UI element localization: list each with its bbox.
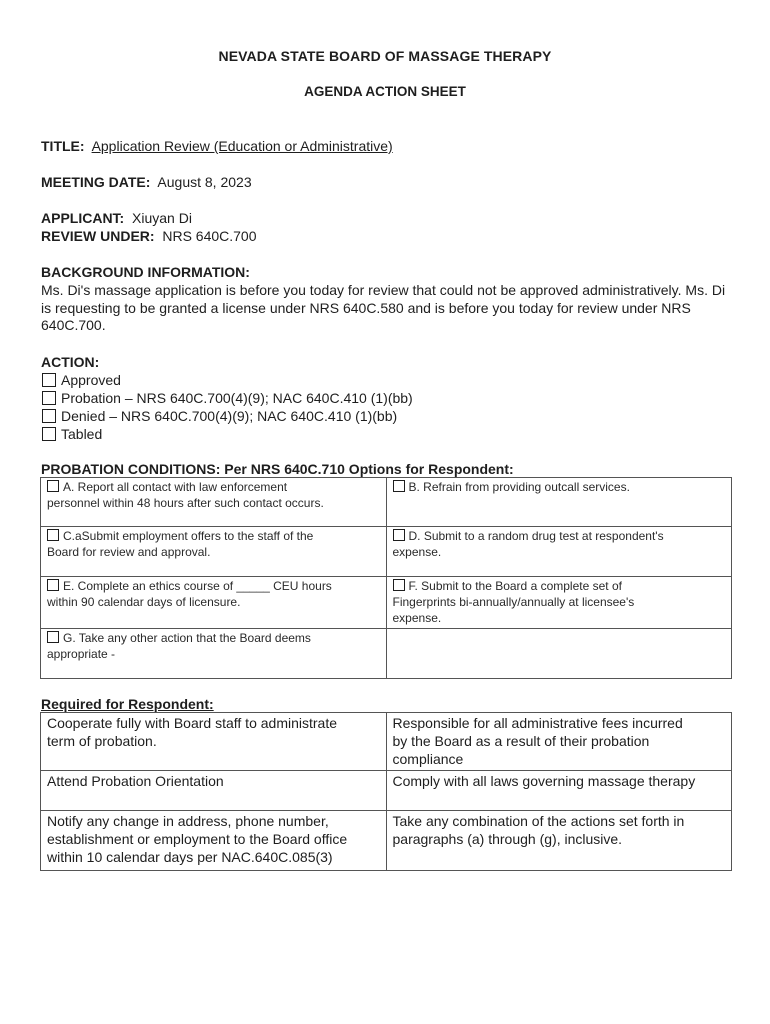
required-cell [41, 811, 387, 871]
checkbox-probation[interactable] [42, 391, 56, 405]
required-line: compliance [392, 751, 464, 767]
table-row [41, 577, 732, 629]
required-line: Attend Probation Orientation [47, 773, 224, 789]
required-line: establishment or employment to the Board office [47, 831, 348, 847]
checkbox-condition-d[interactable] [393, 529, 405, 541]
action-option-tabled[interactable] [42, 426, 102, 442]
table-row [41, 527, 732, 577]
checkbox-condition-f[interactable] [393, 579, 405, 591]
condition-d-line: expense. [392, 545, 442, 559]
condition-g-cell[interactable] [41, 629, 387, 679]
required-line: by the Board as a result of their probation [392, 733, 650, 749]
required-line: term of probation. [47, 733, 157, 749]
checkbox-condition-c[interactable] [47, 529, 59, 541]
required-line: Notify any change in address, phone number, [47, 813, 329, 829]
condition-f-line: expense. [392, 611, 442, 625]
condition-c-line: Board for review and approval. [47, 545, 211, 559]
empty-cell [386, 629, 732, 679]
applicant-row [41, 210, 192, 226]
applicant-value: Xiuyan Di [132, 210, 192, 226]
checkbox-condition-a[interactable] [47, 480, 59, 492]
checkbox-denied[interactable] [42, 409, 56, 423]
applicant-label: APPLICANT: [41, 210, 125, 226]
background-heading: BACKGROUND INFORMATION: [41, 264, 250, 280]
condition-c-line: C.aSubmit employment offers to the staff of the [63, 529, 314, 543]
meeting-date-label: MEETING DATE: [41, 174, 151, 190]
checkbox-condition-g[interactable] [47, 631, 59, 643]
checkbox-tabled[interactable] [42, 427, 56, 441]
condition-c-cell[interactable] [41, 527, 387, 577]
required-line: Comply with all laws governing massage therapy [392, 773, 696, 789]
required-cell [386, 713, 732, 771]
action-option-label: Probation – NRS 640C.700(4)(9); NAC 640C.410 (1)(bb) [61, 390, 413, 406]
probation-heading: PROBATION CONDITIONS: Per NRS 640C.710 Options for Respondent: [41, 461, 514, 477]
condition-f-line: Fingerprints bi-annually/annually at licensee's [392, 595, 635, 609]
meeting-date-value: August 8, 2023 [157, 174, 252, 190]
table-row [41, 478, 732, 527]
checkbox-condition-b[interactable] [393, 480, 405, 492]
condition-b-cell[interactable] [386, 478, 732, 527]
required-line: Cooperate fully with Board staff to administrate [47, 715, 338, 731]
condition-d-line: D. Submit to a random drug test at respondent's [408, 529, 664, 543]
title-value: Application Review (Education or Administrative) [91, 138, 393, 154]
condition-d-cell[interactable] [386, 527, 732, 577]
meeting-date-row [41, 174, 252, 190]
condition-b-line: B. Refrain from providing outcall services. [408, 480, 630, 494]
sheet-title: AGENDA ACTION SHEET [304, 84, 466, 99]
action-option-label: Denied – NRS 640C.700(4)(9); NAC 640C.410 (1)(bb) [61, 408, 398, 424]
required-for-respondent-table [40, 712, 732, 871]
condition-g-line: appropriate - [47, 647, 116, 661]
condition-a-line: A. Report all contact with law enforcement [63, 480, 288, 494]
table-row [41, 811, 732, 871]
checkbox-condition-e[interactable] [47, 579, 59, 591]
background-text: Ms. Di's massage application is before you today for review that could not be approved administratively. Ms. Di is requesting to be granted a license under NRS 640C.580 and is before you today for review under NRS 640C.700. [41, 282, 726, 333]
table-row [41, 629, 732, 679]
required-cell [41, 771, 387, 811]
condition-e-line: E. Complete an ethics course of _____ CEU hours [63, 579, 332, 593]
action-option-label: Tabled [61, 426, 103, 442]
action-option-label: Approved [61, 372, 121, 388]
condition-e-line: within 90 calendar days of licensure. [47, 595, 241, 609]
required-line: Take any combination of the actions set forth in [392, 813, 685, 829]
condition-g-line: G. Take any other action that the Board deems [63, 631, 311, 645]
table-row [41, 771, 732, 811]
review-under-value: NRS 640C.700 [162, 228, 257, 244]
table-row [41, 713, 732, 771]
condition-a-line: personnel within 48 hours after such contact occurs. [47, 496, 324, 510]
required-heading: Required for Respondent: [41, 696, 214, 712]
probation-conditions-table [40, 477, 732, 679]
condition-a-cell[interactable] [41, 478, 387, 527]
review-under-label: REVIEW UNDER: [41, 228, 155, 244]
review-under-row [41, 228, 257, 244]
required-cell [41, 713, 387, 771]
organization-title: NEVADA STATE BOARD OF MASSAGE THERAPY [218, 48, 552, 64]
checkbox-approved[interactable] [42, 373, 56, 387]
action-option-denied[interactable] [42, 408, 397, 424]
action-option-probation[interactable] [42, 390, 413, 406]
title-row [41, 138, 393, 154]
condition-f-cell[interactable] [386, 577, 732, 629]
condition-e-cell[interactable] [41, 577, 387, 629]
required-cell [386, 811, 732, 871]
title-label: TITLE: [41, 138, 85, 154]
action-option-approved[interactable] [42, 372, 121, 388]
required-line: Responsible for all administrative fees incurred [392, 715, 683, 731]
required-cell [386, 771, 732, 811]
required-line: within 10 calendar days per NAC.640C.085(3) [47, 849, 333, 865]
condition-f-line: F. Submit to the Board a complete set of [408, 579, 622, 593]
required-line: paragraphs (a) through (g), inclusive. [392, 831, 623, 847]
action-heading: ACTION: [41, 354, 100, 370]
